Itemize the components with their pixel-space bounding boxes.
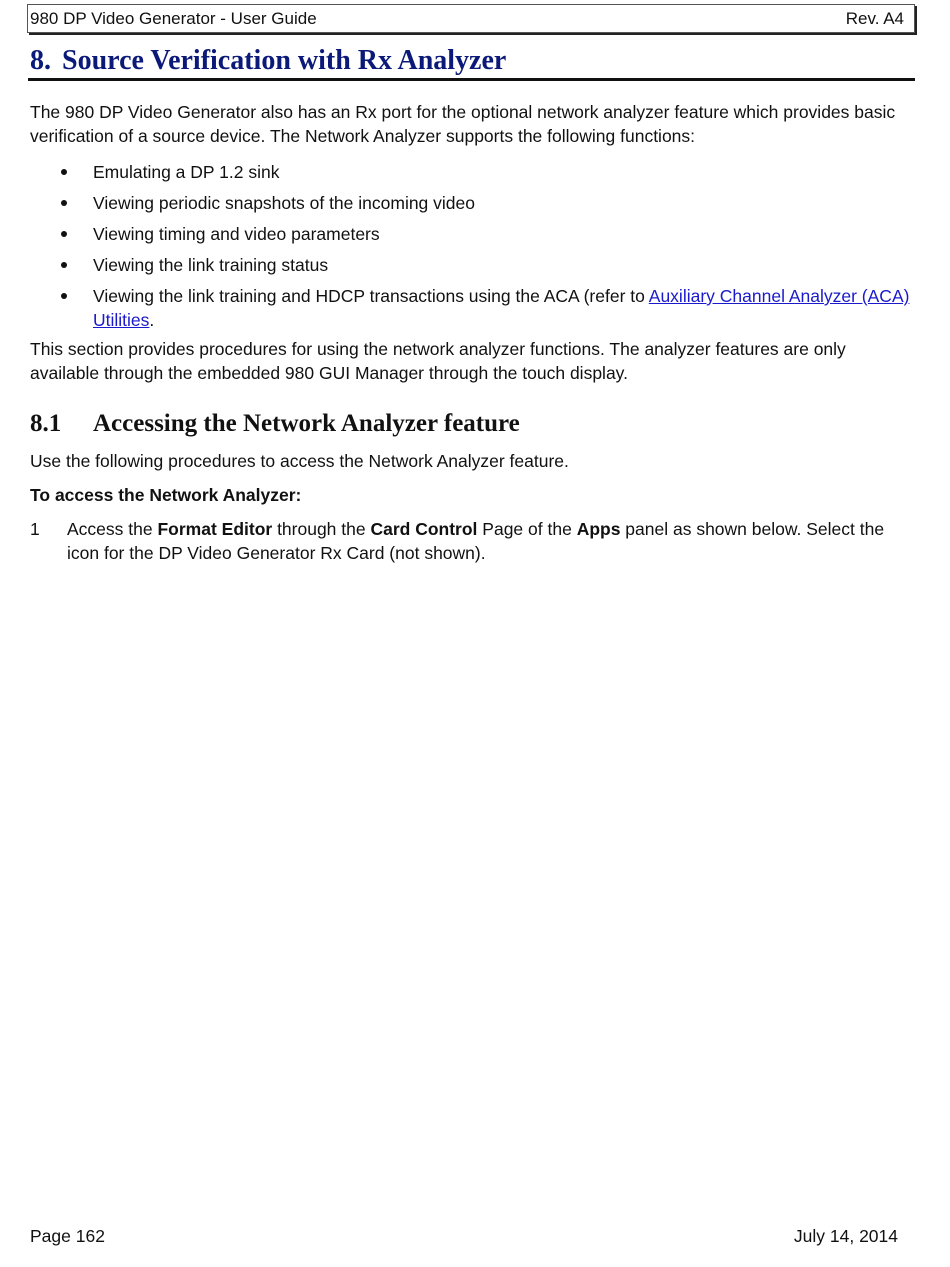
list-item: [30, 284, 916, 332]
access-paragraph: Use the following procedures to access the Network Analyzer feature.: [30, 451, 569, 471]
chapter-heading: [30, 44, 916, 78]
subsection-number: 8.1: [30, 410, 62, 437]
bullet-icon: [61, 169, 67, 175]
section-paragraph: This section provides procedures for using the network analyzer functions. The analyzer features are only available through the embedded 980 GUI Manager through the touch display.: [30, 339, 846, 383]
step-text-part: through the: [272, 519, 371, 539]
step-text-part: Page of the: [477, 519, 577, 539]
step-number: 1: [30, 519, 40, 539]
format-editor-term: Format Editor: [157, 519, 273, 539]
publication-date: July 14, 2014: [793, 1226, 898, 1246]
chapter-number: 8.: [30, 45, 51, 76]
intro-paragraph: The 980 DP Video Generator also has an Rx port for the optional network analyzer feature which provides basic verification of a source device. The Network Analyzer supports the following functions:: [30, 102, 896, 146]
bullet-icon: [61, 231, 67, 237]
step-text-part: panel as shown below. Select the icon for the DP Video Generator Rx Card (not shown).: [67, 519, 885, 563]
chapter-divider: [28, 78, 915, 81]
list-item-text: Viewing timing and video parameters: [93, 224, 380, 244]
list-item: [30, 191, 916, 215]
procedure-step: [30, 517, 916, 565]
running-header: [27, 4, 915, 33]
list-item-text: Emulating a DP 1.2 sink: [93, 162, 280, 182]
list-item: [30, 160, 916, 184]
apps-term: Apps: [576, 519, 621, 539]
list-item: [30, 222, 916, 246]
list-item-text-end: .: [149, 310, 155, 330]
card-control-term: Card Control: [370, 519, 478, 539]
list-item-text: Viewing periodic snapshots of the incoming video: [93, 193, 475, 213]
page-number: Page 162: [30, 1226, 105, 1246]
chapter-title: Source Verification with Rx Analyzer: [62, 45, 507, 76]
document-title: 980 DP Video Generator - User Guide: [30, 9, 317, 28]
aca-utilities-link[interactable]: Auxiliary Channel Analyzer (ACA) Utilities: [93, 286, 910, 330]
bullet-icon: [61, 200, 67, 206]
revision-label: Rev. A4: [845, 9, 904, 28]
procedure-title: To access the Network Analyzer:: [30, 485, 302, 505]
function-list: [30, 160, 916, 339]
subsection-title: Accessing the Network Analyzer feature: [93, 410, 520, 437]
subsection-heading: [30, 408, 916, 440]
bullet-icon: [61, 293, 67, 299]
bullet-icon: [61, 262, 67, 268]
list-item-text: Viewing the link training and HDCP transactions using the ACA (refer to: [93, 286, 649, 306]
list-item-text: Viewing the link training status: [93, 255, 329, 275]
list-item: [30, 253, 916, 277]
step-text: [30, 517, 916, 565]
step-text-part: Access the: [67, 519, 158, 539]
